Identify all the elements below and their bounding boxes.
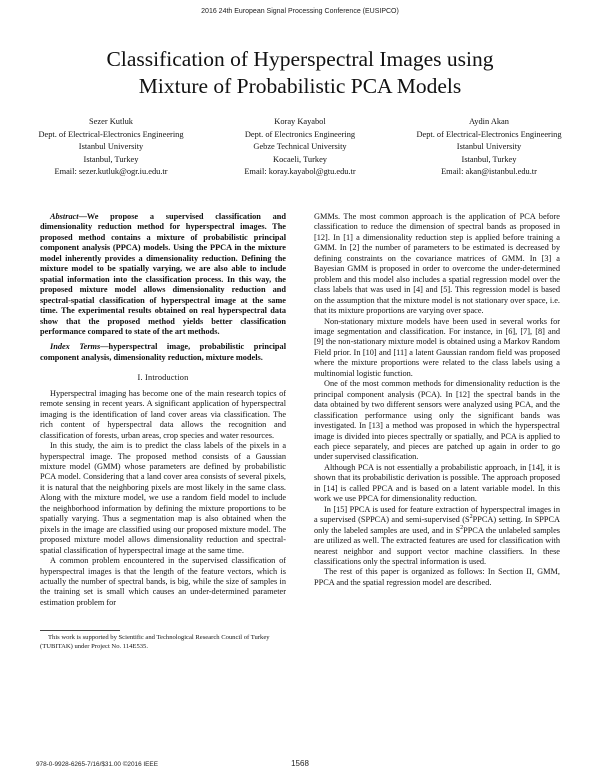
- paragraph-part: PPCA the unlabeled samples are utilized as well. The extracted features are used for classification with nearest neighbor and support vector machine classifiers. In these classifications only the spectral information is used.: [314, 525, 561, 566]
- copyright-footer: 978-0-9928-6265-7/16/$31.00 ©2016 IEEE: [36, 761, 158, 768]
- author-email: Email: koray.kayabol@gtu.edu.tr: [244, 167, 356, 177]
- author-univ: Istanbul University: [78, 142, 144, 152]
- author-city: Kocaeli, Turkey: [273, 154, 327, 164]
- footnote: This work is supported by Scientific and Technological Research Council of Turkey (TUBITAK) under Project No. 114E535.: [40, 634, 270, 650]
- superscript: 2: [460, 524, 464, 531]
- conference-header: 2016 24th European Signal Processing Conference (EUSIPCO): [201, 8, 399, 15]
- author-city: Istanbul, Turkey: [461, 154, 517, 164]
- paragraph-part: In [15] PPCA is used for feature extraction of hyperspectral images in a supervised (SPPCA) and semi-supervised (S: [314, 504, 560, 525]
- author-name: Sezer Kutluk: [89, 117, 133, 126]
- paragraph: Non-stationary mixture models have been used in several works for image segmentation and classification. For instance, in [6], [7], [8] and [9] the non-stationary mixture model is obtained using a Markov Random Field prior. In [10] and [11] a latent Gaussian random field was proposed where the mixture proportions were related to the class labels using a multinomial logistic function.: [314, 316, 560, 378]
- paragraph: In this study, the aim is to predict the class labels of the pixels in a hyperspectral image. The proposed method consists of a Gaussian mixture model (GMM) whose parameters are defined by probabilistic PCA model. Considering that a land cover area consists of several pixels, it is natural that the neighboring pixels are most likely in the same class. Along with the mixture model, we use a random field model to include the neighborhood information by defining the mixture proportions to be spatially varying. Thus a segmentation map is also obtained when the pixels in the image are classified using our proposed mixture model. The proposed mixture model allows dimensionality reduction and spectral-spatial classification of hyperspectral image at the same time.: [40, 441, 286, 555]
- index-terms-text: —hyperspectral image, probabilistic principal component analysis, dimensionality reduction, mixture models.: [40, 342, 287, 362]
- title-line-1: Classification of Hyperspectral Images using: [106, 47, 494, 71]
- abstract-text: —We propose a supervised classification and dimensionality reduction method for hyperspectral images. The proposed method contains a mixture of probabilistic principal component analysis (PPCA) models. Using the PPCA in the mixture model inherently provides a dimensionality reduction. Defining the mixture model to be spatially varying, we are also able to include spatial information into the classification process. In this way, the proposed mixture model allows dimensionality reduction and spectral-spatial classification of hyperspectral image at the same time. The experimental results obtained on real hyperspectral data show that the proposed method yields better classification performance compared to state of the art methods.: [40, 212, 286, 336]
- author-email: Email: sezer.kutluk@ogr.iu.edu.tr: [54, 167, 168, 177]
- right-column: [314, 212, 560, 588]
- author-dept: Dept. of Electronics Engineering: [244, 129, 356, 139]
- superscript: 2: [469, 514, 473, 521]
- left-column: [40, 212, 286, 608]
- author-block-1: [16, 116, 206, 179]
- author-univ: Gebze Technical University: [253, 142, 347, 152]
- author-city: Istanbul, Turkey: [83, 154, 139, 164]
- author-dept: Dept. of Electrical-Electronics Engineering: [416, 129, 562, 139]
- paper-title: [40, 46, 560, 100]
- footnote-rule: [40, 630, 120, 631]
- author-dept: Dept. of Electrical-Electronics Engineering: [38, 129, 184, 139]
- page-number: 1568: [291, 759, 309, 768]
- paragraph: One of the most common methods for dimensionality reduction is the principal component analysis (PCA). In [12] the spectral bands in the data obtained by two different sensors were analyzed using PCA, and the classification performance using only the significant bands was investigated. In [13] a method was proposed in which the hyperspectral image is divided into pieces spectrally or spatially, and PCA is applied to each piece separately, and pieces are patched up again in order to go under supervised classification.: [314, 379, 560, 462]
- index-terms-label: Index Terms: [50, 342, 101, 352]
- index-terms: [40, 342, 286, 363]
- author-name: Koray Kayabol: [274, 117, 326, 126]
- author-name: Aydin Akan: [469, 117, 509, 126]
- author-block-2: [205, 116, 395, 179]
- paragraph: Although PCA is not essentially a probabilistic approach, in [14], it is shown that its probabilistic derivation is possible. The approach proposed in [14] is called PPCA and is based on a latent variable model. In this work we use PPCA for dimensionality reduction.: [314, 462, 560, 504]
- paragraph: A common problem encountered in the supervised classification of hyperspectral images is that the length of the feature vectors, which is actually the number of spectral bands, is big, while the size of samples in the training set is small which causes an under-determined parameter estimation problem for: [40, 556, 286, 607]
- title-line-2: Mixture of Probabilistic PCA Models: [138, 74, 462, 98]
- author-univ: Istanbul University: [456, 142, 522, 152]
- author-email: Email: akan@istanbul.edu.tr: [441, 167, 537, 177]
- paragraph: GMMs. The most common approach is the application of PCA before classification to reduce the dimension of spectral bands as proposed in [12]. In [1] a dimensionality reduction step is applied before training a GMM. In [2] the number of parameters to be estimated is decreased by defining constraints on the covariance matrices of GMM. In [3] a Bayesian GMM is proposed in order to overcome the under-determined problem and this model also includes a spatial regression model over the class labels that was used in [4] and [5]. This regression model is based on the assumption that the mixture model is not stationary over space, i.e. that its mixture proportions are varying over space.: [314, 212, 560, 316]
- paragraph-part: PPCA) setting. In SPPCA only the labeled samples are used, and in S: [314, 515, 560, 535]
- author-block-3: [394, 116, 584, 179]
- abstract: [40, 212, 286, 337]
- section-heading: I. Introduction: [137, 373, 189, 383]
- paragraph-ppca: [314, 505, 560, 568]
- paragraph: Hyperspectral imaging has become one of the main research topics of remote sensing in recent years. A significant application of hyperspectral imaging is the identification of land cover areas via classification. The rich content of hyperspectral data allows the recognition and classification of forests, urban areas, crop species and water resources.: [40, 388, 286, 440]
- abstract-label: Abstract: [50, 212, 79, 221]
- paragraph: The rest of this paper is organized as follows: In Section II, GMM, PPCA and the spatial regression model are described.: [314, 567, 560, 587]
